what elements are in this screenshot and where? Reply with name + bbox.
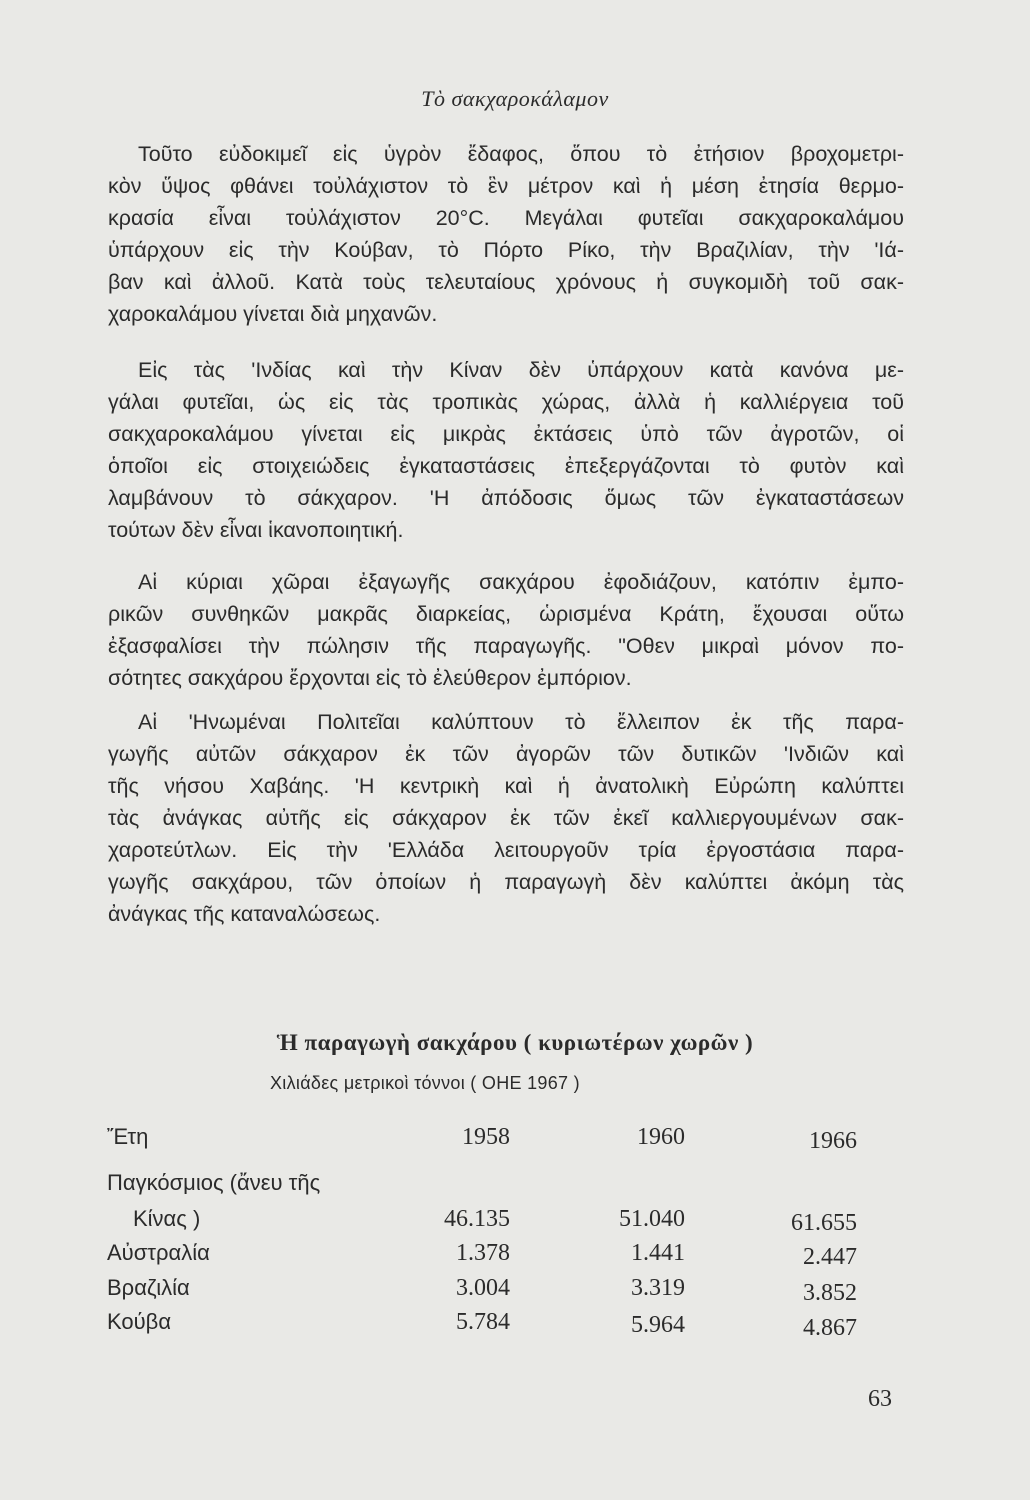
- text-line: ἀνάγκας τῆς καταναλώσεως.: [108, 902, 381, 926]
- text-line: ὑπάρχουν εἰς τὴν Κούβαν, τὸ Πόρτο Ρίκο, τὴν Βραζιλίαν, τὴν 'Ιά-: [108, 238, 904, 262]
- text-line: Τοῦτο εὐδοκιμεῖ εἰς ὑγρὸν ἔδαφος, ὅπου τὸ ἐτήσιον βροχομετρι-: [138, 142, 904, 166]
- text-line: γάλαι φυτεῖαι, ὡς εἰς τὰς τροπικὰς χώρας, ἀλλὰ ἡ καλλιέργεια τοῦ: [108, 390, 904, 414]
- table-header-row: [0, 1124, 1030, 1158]
- table-row: [0, 1309, 1030, 1343]
- text-line: τὰς ἀνάγκας αὐτῆς εἰς σάκχαρον ἐκ τῶν ἐκεῖ καλλιεργουμένων σακ-: [108, 806, 904, 830]
- year-header: 1960: [637, 1124, 685, 1150]
- text-line: χαροκαλάμου γίνεται διὰ μηχανῶν.: [108, 302, 438, 326]
- table-row: [0, 1275, 1030, 1309]
- table-cell: 1.441: [631, 1240, 685, 1266]
- row-label: Κούβα: [107, 1309, 172, 1334]
- section-title: Τὸ σακχαροκάλαμον: [421, 86, 609, 111]
- text-line: σακχαροκαλάμου γίνεται εἰς μικρὰς ἐκτάσεις ὑπὸ τῶν ἀγροτῶν, οἱ: [108, 422, 904, 446]
- table-cell: 3.319: [631, 1275, 685, 1301]
- text-line: λαμβάνουν τὸ σάκχαρον. 'Η ἀπόδοσις ὅμως τῶν ἐγκαταστάσεων: [108, 486, 904, 510]
- table-cell: 3.004: [456, 1275, 510, 1301]
- text-line: ἐξασφαλίσει τὴν πώλησιν τῆς παραγωγῆς. "Οθεν μικραὶ μόνον πο-: [108, 634, 904, 658]
- table-cell: 2.447: [803, 1244, 857, 1270]
- text-line: σότητες σακχάρου ἔρχονται εἰς τὸ ἐλεύθερον ἐμπόριον.: [108, 666, 632, 690]
- text-line: τούτων δὲν εἶναι ἱκανοποιητική.: [108, 518, 404, 542]
- text-line: Αἱ κύριαι χῶραι ἐξαγωγῆς σακχάρου ἐφοδιάζουν, κατόπιν ἐμπο-: [138, 570, 904, 594]
- table-cell: 5.964: [631, 1312, 685, 1338]
- text-line: Αἱ 'Ηνωμέναι Πολιτεῖαι καλύπτουν τὸ ἔλλειπον ἐκ τῆς παρα-: [138, 710, 904, 734]
- table-cell: 5.784: [456, 1309, 510, 1335]
- table-cell: 61.655: [791, 1210, 857, 1236]
- page-number: 63: [868, 1386, 892, 1412]
- text-line: κὸν ὕψος φθάνει τοὐλάχιστον τὸ ἓν μέτρον καὶ ἡ μέση ἐτησία θερμο-: [108, 174, 904, 198]
- text-line: χαροτεύτλων. Εἰς τὴν 'Ελλάδα λειτουργοῦν τρία ἐργοστάσια παρα-: [108, 838, 904, 862]
- text-line: βαν καὶ ἀλλοῦ. Κατὰ τοὺς τελευταίους χρόνους ἡ συγκομιδὴ τοῦ σακ-: [108, 270, 904, 294]
- table-cell: 1.378: [456, 1240, 510, 1266]
- text-line: Εἰς τὰς 'Ινδίας καὶ τὴν Κίναν δὲν ὑπάρχουν κατὰ κανόνα με-: [138, 358, 904, 382]
- year-header: 1958: [462, 1124, 510, 1150]
- text-line: κρασία εἶναι τοὐλάχιστον 20°C. Μεγάλαι φυτεῖαι σακχαροκαλάμου: [108, 206, 904, 230]
- table-row: [0, 1170, 1030, 1204]
- row-label: Βραζιλία: [107, 1275, 190, 1300]
- row-label: Παγκόσμιος (ἄνευ τῆς: [107, 1170, 321, 1195]
- text-line: ὁποῖοι εἰς στοιχειώδεις ἐγκαταστάσεις ἐπεξεργάζονται τὸ φυτὸν καὶ: [108, 454, 904, 478]
- table-subtitle: Χιλιάδες μετρικοὶ τόννοι ( ΟΗΕ 1967 ): [270, 1073, 580, 1093]
- table-row: [0, 1240, 1030, 1274]
- table-title: Ἡ παραγωγὴ σακχάρου ( κυριωτέρων χωρῶν ): [276, 1030, 754, 1055]
- paragraph-4: [108, 706, 904, 930]
- table-cell: 3.852: [803, 1280, 857, 1306]
- header-label: Ἔτη: [107, 1124, 149, 1149]
- table-cell: 46.135: [444, 1206, 510, 1232]
- table-row: [0, 1206, 1030, 1240]
- table-cell: 51.040: [619, 1206, 685, 1232]
- text-line: γωγῆς αὐτῶν σάκχαρον ἐκ τῶν ἀγορῶν τῶν δυτικῶν 'Ινδιῶν καὶ: [108, 742, 904, 766]
- row-label: Αὐστραλία: [107, 1240, 210, 1265]
- text-line: γωγῆς σακχάρου, τῶν ὁποίων ἡ παραγωγὴ δὲν καλύπτει ἀκόμη τὰς: [108, 870, 904, 894]
- paragraph-1: [108, 138, 904, 330]
- row-label-continued: Κίνας ): [133, 1206, 201, 1231]
- paragraph-3: [108, 566, 904, 694]
- paragraph-2: [108, 354, 904, 546]
- text-line: ρικῶν συνθηκῶν μακρᾶς διαρκείας, ὡρισμένα Κράτη, ἔχουσαι οὕτω: [108, 602, 904, 626]
- table-cell: 4.867: [803, 1315, 857, 1341]
- text-line: τῆς νήσου Χαβάης. 'Η κεντρικὴ καὶ ἡ ἀνατολικὴ Εὐρώπη καλύπτει: [108, 774, 904, 798]
- year-header: 1966: [809, 1128, 857, 1154]
